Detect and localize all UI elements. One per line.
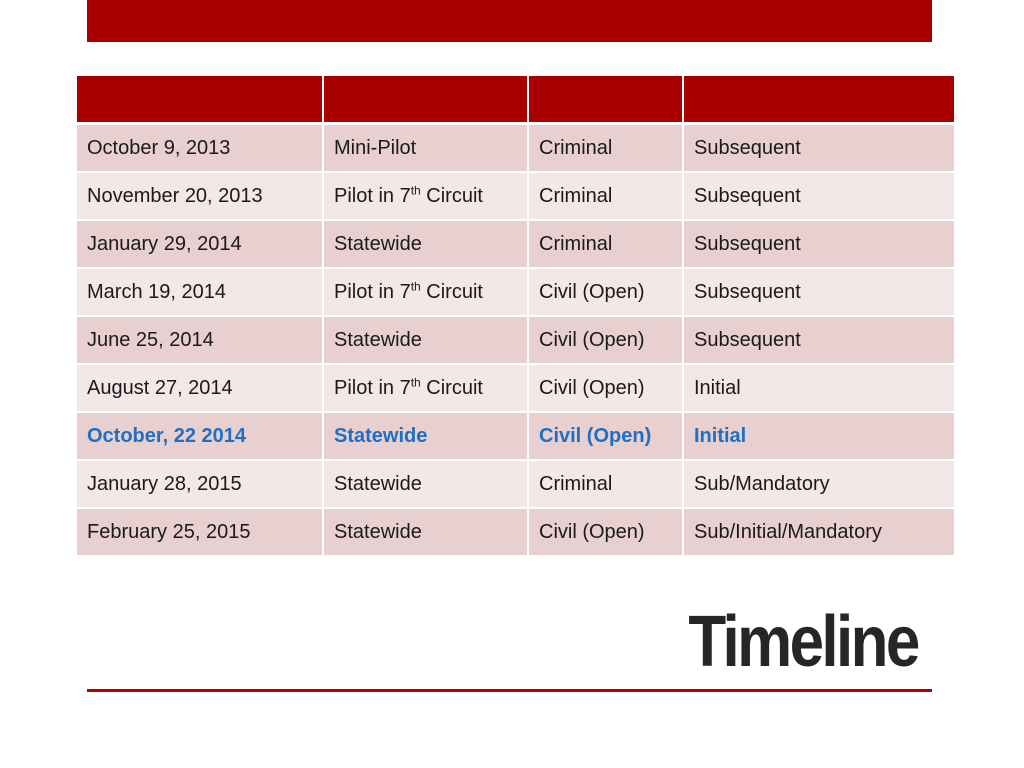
case-type-cell: Civil (Open) (528, 316, 683, 364)
table-row (77, 124, 954, 173)
table-body (77, 124, 954, 557)
header-cell-filing (683, 76, 954, 124)
scope-text: Pilot in 7 (334, 184, 411, 207)
filing-cell: Sub/Initial/Mandatory (683, 508, 954, 556)
filing-cell: Subsequent (683, 316, 954, 364)
filing-cell: Subsequent (683, 268, 954, 316)
case-type-cell: Criminal (528, 124, 683, 173)
scope-text: Statewide (334, 328, 422, 351)
date-cell: August 27, 2014 (77, 364, 323, 412)
table-row (77, 268, 954, 316)
scope-cell (323, 508, 528, 556)
timeline-table (77, 76, 954, 557)
scope-text: Mini-Pilot (334, 136, 417, 159)
scope-ordinal-suffix: th (410, 278, 421, 293)
scope-cell (323, 316, 528, 364)
header-cell-date (77, 76, 323, 124)
table-row (77, 220, 954, 268)
table-header-row (77, 76, 954, 124)
slide-title: Timeline (688, 602, 918, 682)
filing-cell: Subsequent (683, 172, 954, 220)
table-row (77, 364, 954, 412)
top-accent-bar (87, 0, 932, 42)
scope-suffix-text: Circuit (420, 280, 483, 303)
scope-text: Statewide (334, 472, 422, 495)
filing-cell: Subsequent (683, 220, 954, 268)
date-cell: January 29, 2014 (77, 220, 323, 268)
scope-cell (323, 124, 528, 173)
scope-cell (323, 460, 528, 508)
filing-cell: Sub/Mandatory (683, 460, 954, 508)
scope-cell (323, 220, 528, 268)
table-row (77, 412, 954, 460)
scope-cell (323, 268, 528, 316)
scope-text: Pilot in 7 (334, 376, 411, 399)
date-cell: January 28, 2015 (77, 460, 323, 508)
date-cell: February 25, 2015 (77, 508, 323, 556)
bottom-divider (87, 689, 932, 692)
date-cell: June 25, 2014 (77, 316, 323, 364)
scope-suffix-text: Circuit (420, 184, 483, 207)
scope-cell (323, 364, 528, 412)
scope-suffix-text: Circuit (420, 376, 483, 399)
header-cell-scope (323, 76, 528, 124)
date-cell: October, 22 2014 (77, 412, 323, 460)
scope-text: Statewide (334, 232, 422, 255)
date-cell: November 20, 2013 (77, 172, 323, 220)
table-row (77, 316, 954, 364)
scope-text: Statewide (334, 424, 428, 447)
header-cell-case-type (528, 76, 683, 124)
case-type-cell: Criminal (528, 460, 683, 508)
table-row (77, 460, 954, 508)
scope-cell (323, 172, 528, 220)
scope-ordinal-suffix: th (410, 182, 421, 197)
filing-cell: Initial (683, 412, 954, 460)
scope-ordinal-suffix: th (410, 374, 421, 389)
case-type-cell: Civil (Open) (528, 364, 683, 412)
table-row (77, 172, 954, 220)
filing-cell: Subsequent (683, 124, 954, 173)
scope-cell (323, 412, 528, 460)
case-type-cell: Civil (Open) (528, 508, 683, 556)
scope-text: Statewide (334, 520, 422, 543)
case-type-cell: Civil (Open) (528, 412, 683, 460)
filing-cell: Initial (683, 364, 954, 412)
scope-text: Pilot in 7 (334, 280, 411, 303)
case-type-cell: Criminal (528, 220, 683, 268)
table-row (77, 508, 954, 556)
case-type-cell: Criminal (528, 172, 683, 220)
case-type-cell: Civil (Open) (528, 268, 683, 316)
date-cell: October 9, 2013 (77, 124, 323, 173)
date-cell: March 19, 2014 (77, 268, 323, 316)
